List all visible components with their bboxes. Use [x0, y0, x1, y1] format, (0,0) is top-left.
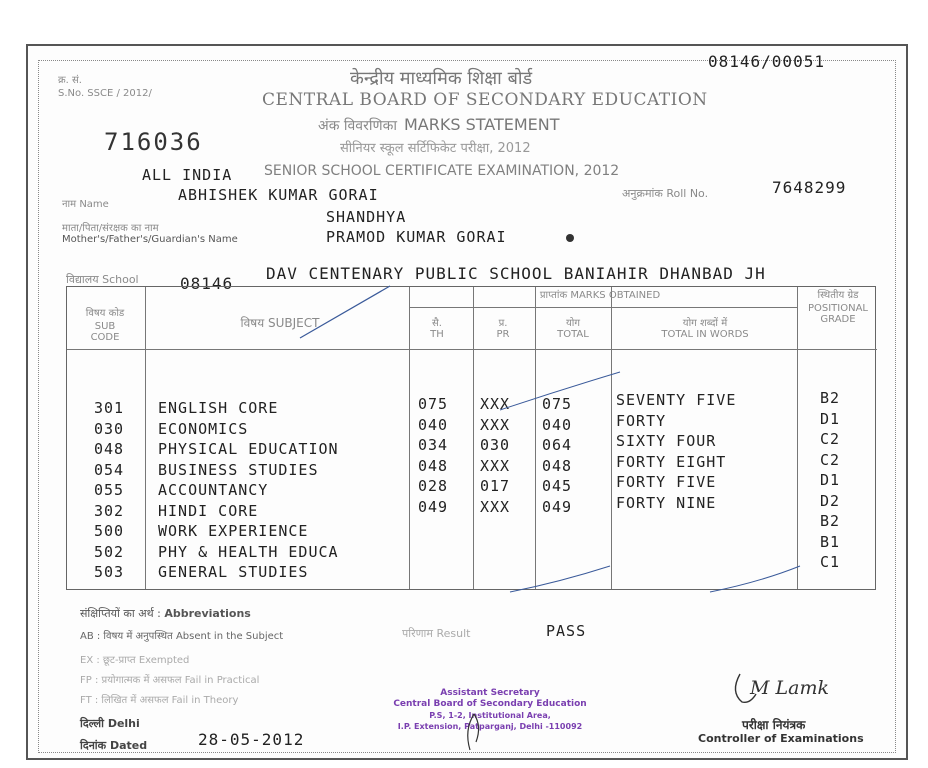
mother-name: SHANDHYA: [326, 208, 407, 226]
stamp-line-3: P.S, 1-2, Institutional Area,: [429, 711, 551, 720]
board-name-english: CENTRAL BOARD OF SECONDARY EDUCATION: [262, 90, 708, 110]
subject-name: HINDI CORE: [158, 501, 259, 520]
total-marks: 064: [542, 436, 573, 454]
sub-code: 054: [94, 460, 125, 479]
positional-grade: C2: [820, 430, 841, 448]
positional-grade: B2: [820, 389, 841, 407]
sub-code: 055: [94, 481, 125, 499]
abbrev-fail-practical-hindi: FP : प्रयोगात्मक में असफल: [80, 675, 182, 686]
sub-code: 502: [94, 542, 125, 561]
exam-title-hindi: सीनियर स्कूल सर्टिफिकेट परीक्षा, 2012: [340, 141, 531, 156]
subject-name: PHY & HEALTH EDUCA: [158, 542, 339, 561]
school-code: 08146: [180, 274, 234, 293]
result-label-english: Result: [436, 627, 471, 640]
practical-marks: XXX: [480, 415, 511, 434]
subject-name: ACCOUNTANCY: [158, 481, 269, 499]
positional-grade: B1: [820, 532, 841, 551]
statement-title-hindi: अंक विवरणिका: [318, 118, 397, 134]
date-label: [80, 738, 147, 753]
theory-marks: 049: [418, 497, 449, 516]
signature-text: M Lamk: [750, 677, 829, 699]
total-in-words: FORTY: [616, 411, 667, 430]
total-in-words: FORTY NINE: [616, 493, 717, 512]
school-name: DAV CENTENARY PUBLIC SCHOOL BANIAHIR DHANBAD JH: [266, 264, 766, 283]
theory-marks: 040: [418, 415, 449, 434]
assistant-secretary-stamp: [370, 688, 610, 732]
roll-number: 7648299: [772, 178, 847, 197]
abbrev-fail-theory-english: Fail in Theory: [171, 695, 239, 706]
sub-code: 302: [94, 501, 125, 520]
place: [80, 716, 140, 731]
abbrev-fail-practical: [80, 672, 259, 686]
name-label-english: Name: [79, 199, 109, 210]
sub-code: 301: [94, 399, 125, 417]
result-label: [402, 626, 470, 641]
stamp-line-1: Assistant Secretary: [440, 688, 540, 698]
header-words-english: TOTAL IN WORDS: [661, 329, 749, 340]
theory-marks: 075: [418, 395, 449, 413]
abbrev-exempted-english: Exempted: [138, 655, 190, 666]
positional-grade: D1: [820, 471, 841, 489]
abbrev-fail-theory-hindi: FT : लिखित में असफल: [80, 695, 169, 706]
header-grade-english: POSITIONAL GRADE: [807, 303, 869, 325]
positional-grade: D2: [820, 491, 841, 510]
theory-marks: 034: [418, 436, 449, 454]
header-th-hindi: सै.: [432, 318, 442, 329]
controller-title: Controller of Examinations: [698, 732, 864, 745]
result-label-hindi: परिणाम: [402, 627, 433, 640]
abbrev-fail-practical-english: Fail in Practical: [184, 675, 260, 686]
header-total-hindi: योग: [565, 318, 581, 329]
header-pr-hindi: प्र.: [498, 318, 508, 329]
header-subject: विषय SUBJECT: [240, 316, 320, 330]
result-value: PASS: [546, 622, 587, 640]
abbrev-absent: [80, 628, 283, 642]
sub-code: 503: [94, 563, 125, 581]
total-in-words: SEVENTY FIVE: [616, 391, 737, 409]
sno-label: S.No. SSCE / 2012/: [58, 88, 152, 99]
total-marks: 045: [542, 477, 573, 495]
board-name-hindi: केन्द्रीय माध्यमिक शिक्षा बोर्ड: [350, 68, 533, 89]
total-marks: 048: [542, 456, 573, 475]
subject-name: BUSINESS STUDIES: [158, 460, 319, 479]
practical-marks: XXX: [480, 497, 511, 516]
serial-reference: 08146/00051: [708, 52, 825, 71]
subject-name: PHYSICAL EDUCATION: [158, 440, 339, 458]
place-english: Delhi: [107, 717, 140, 730]
theory-marks: 048: [418, 456, 449, 475]
header-pr-english: PR: [496, 329, 510, 340]
header-th-english: TH: [430, 329, 444, 340]
total-in-words: SIXTY FOUR: [616, 432, 717, 450]
roll-label-hindi: अनुक्रमांक: [622, 187, 663, 200]
school-label-hindi: विद्यालय: [66, 273, 99, 286]
issue-date: 28-05-2012: [198, 730, 305, 749]
statement-title: MARKS STATEMENT: [404, 115, 560, 134]
parent-label: Mother's/Father's/Guardian's Name: [62, 234, 238, 245]
abbreviations-title-english: Abbreviations: [164, 607, 251, 620]
father-name: PRAMOD KUMAR GORAI: [326, 228, 507, 246]
abbreviations-title-hindi: संक्षिप्तियों का अर्थ :: [80, 607, 161, 620]
abbrev-absent-english: Absent in the Subject: [175, 631, 284, 642]
roll-label-english: Roll No.: [666, 187, 709, 200]
place-hindi: दिल्ली: [80, 717, 104, 730]
date-label-hindi: दिनांक: [80, 739, 107, 752]
abbrev-exempted-hindi: EX : छूट-प्राप्त: [80, 655, 136, 666]
total-in-words: FORTY FIVE: [616, 473, 717, 491]
header-marks-obtained: प्राप्तांक MARKS OBTAINED: [539, 290, 661, 301]
sub-code: 500: [94, 522, 125, 540]
header-total-english: TOTAL: [557, 329, 589, 340]
subject-name: ENGLISH CORE: [158, 399, 279, 417]
positional-grade: C2: [820, 450, 841, 469]
name-label-hindi: नाम: [62, 199, 77, 210]
sno-hindi-label: क्र. सं.: [58, 75, 82, 86]
practical-marks: 017: [480, 477, 511, 495]
theory-marks: 028: [418, 477, 449, 495]
header-sub-code-hindi: विषय कोड: [85, 308, 125, 319]
subject-name: WORK EXPERIENCE: [158, 522, 309, 540]
abbrev-exempted: [80, 652, 189, 666]
date-label-english: Dated: [109, 739, 148, 752]
practical-marks: XXX: [480, 395, 511, 413]
stamp-line-4: I.P. Extension, Patparganj, Delhi -110092: [397, 722, 583, 731]
controller-title-hindi: परीक्षा नियंत्रक: [742, 718, 806, 732]
controller-signature: [728, 664, 838, 710]
stamp-line-2: Central Board of Secondary Education: [393, 699, 587, 709]
candidate-name: ABHISHEK KUMAR GORAI: [178, 186, 379, 204]
practical-marks: 030: [480, 436, 511, 454]
header-words-hindi: योग शब्दों में: [682, 318, 728, 329]
stamp-pen-mark: [460, 712, 490, 752]
total-marks: 040: [542, 415, 573, 434]
subject-name: GENERAL STUDIES: [158, 563, 309, 581]
abbreviations-title: [80, 606, 251, 621]
exam-title: SENIOR SCHOOL CERTIFICATE EXAMINATION, 2012: [264, 163, 620, 179]
sub-code: 048: [94, 440, 125, 458]
parent-label-hindi: माता/पिता/संरक्षक का नाम: [62, 223, 159, 234]
total-marks: 049: [542, 497, 573, 516]
total-in-words: FORTY EIGHT: [616, 452, 727, 471]
positional-grade: C1: [820, 553, 841, 571]
positional-grade: B2: [820, 512, 841, 530]
abbrev-fail-theory: [80, 692, 238, 706]
sub-code: 030: [94, 419, 125, 438]
total-marks: 075: [542, 395, 573, 413]
header-grade-hindi: स्थितीय ग्रेड: [817, 290, 859, 301]
practical-marks: XXX: [480, 456, 511, 475]
school-label-english: School: [102, 273, 139, 286]
subject-name: ECONOMICS: [158, 419, 249, 438]
positional-grade: D1: [820, 409, 841, 428]
exam-scope: ALL INDIA: [142, 166, 233, 184]
header-sub-code-english: SUB CODE: [90, 321, 120, 343]
abbrev-absent-hindi: AB : विषय में अनुपस्थित: [80, 631, 173, 642]
certificate-number: 716036: [104, 128, 203, 156]
